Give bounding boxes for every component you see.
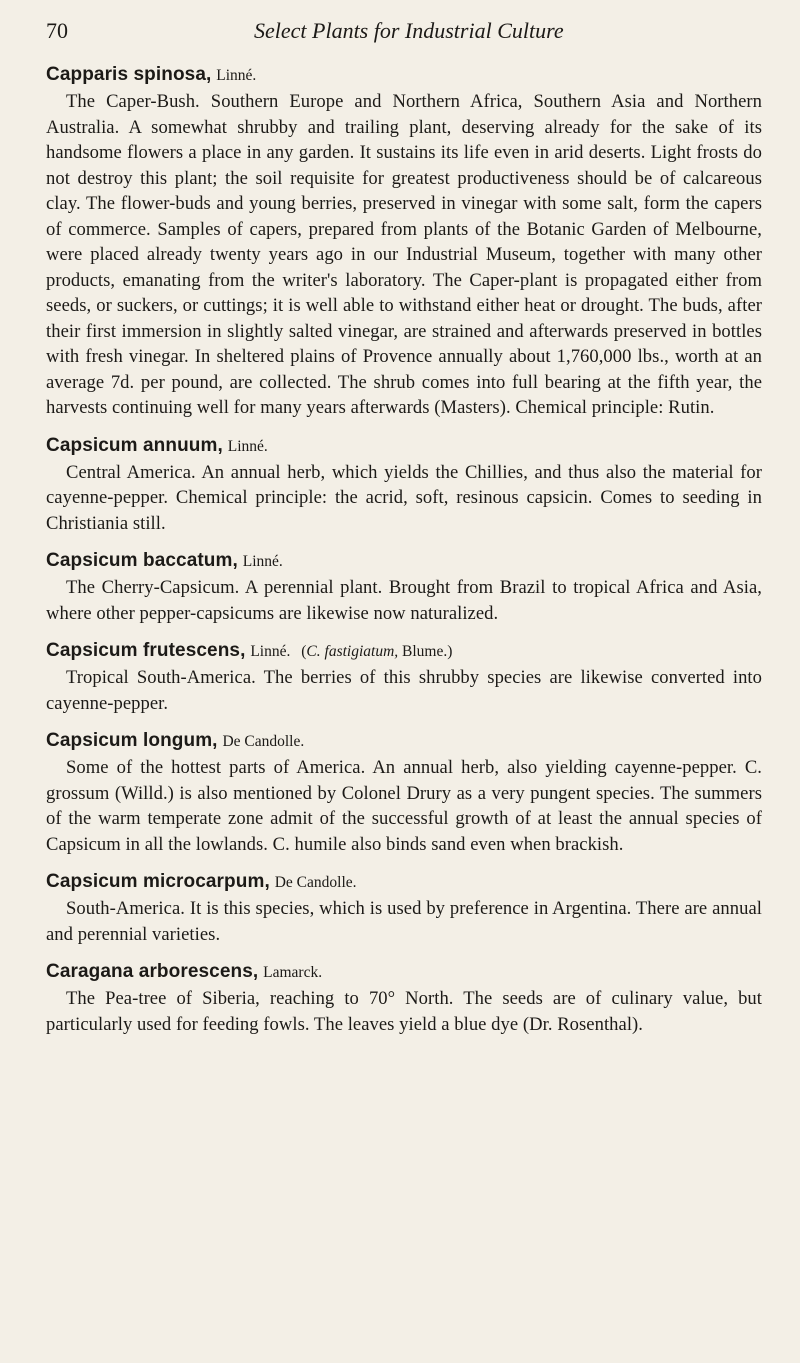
synonym-name: C. fastigiatum,	[306, 643, 399, 660]
entry-heading	[46, 548, 762, 575]
entry-description: Central America. An annual herb, which yields the Chillies, and thus also the material for cayenne-pepper. Chemical principle: the acrid, soft, resinous capsicin. Comes to seeding in Christiania still.	[46, 461, 762, 534]
entry-capsicum-longum	[46, 728, 762, 857]
entry-capsicum-baccatum	[46, 548, 762, 626]
species-name: Capparis spinosa,	[46, 64, 212, 85]
entry-heading	[46, 433, 762, 460]
entry-heading	[46, 959, 762, 986]
species-authority: Linné.	[216, 67, 257, 84]
entry-heading	[46, 869, 762, 896]
entry-capsicum-frutescens	[46, 638, 762, 716]
entry-capsicum-microcarpum	[46, 869, 762, 947]
running-title: Select Plants for Industrial Culture	[254, 18, 564, 43]
entry-heading	[46, 62, 762, 89]
species-name: Capsicum baccatum,	[46, 550, 238, 571]
entry-caragana-arborescens	[46, 959, 762, 1037]
entry-heading	[46, 728, 762, 755]
species-name: Caragana arborescens,	[46, 961, 259, 982]
entry-description: South-America. It is this species, which is used by preference in Argentina. There are annual and perennial varieties.	[46, 898, 762, 945]
synonym-open-paren: (	[301, 643, 307, 660]
entry-description: Some of the hottest parts of America. An annual herb, also yielding cayenne-pepper. C. grossum (Willd.) is also mentioned by Colonel Drury as a very pungent species. The summers of the warm temperate zone admit of the successful growth of at least the annual species of Capsicum in all the lowlands. C. humile also binds sand even when brackish.	[46, 757, 762, 855]
synonym	[301, 643, 452, 660]
species-name: Capsicum microcarpum,	[46, 871, 270, 892]
species-authority: Linné.	[242, 553, 283, 570]
entry-description: The Pea-tree of Siberia, reaching to 70° North. The seeds are of culinary value, but particularly used for feeding fowls. The leaves yield a blue dye (Dr. Rosenthal).	[46, 988, 762, 1035]
species-name: Capsicum longum,	[46, 730, 218, 751]
entry-capsicum-annuum	[46, 433, 762, 537]
page-number: 70	[46, 18, 68, 43]
species-authority: De Candolle.	[274, 874, 357, 891]
entry-heading	[46, 638, 762, 665]
entry-capparis-spinosa	[46, 62, 762, 421]
entry-description: The Caper-Bush. Southern Europe and Northern Africa, Southern Asia and Northern Australia. A somewhat shrubby and trailing plant, deserving already for the sake of its handsome flowers a place in any garden. It sustains its life even in arid deserts. Light frosts do not destroy this plant; the soil requisite for greatest productiveness should be of calcareous clay. The flower-buds and young berries, preserved in vinegar with some salt, form the capers of commerce. Samples of capers, prepared from plants of the Botanic Garden of Melbourne, were placed already twenty years ago in our Industrial Museum, together with many other products, emanating from the writer's laboratory. The Caper-plant is propagated either from seeds, or suckers, or cuttings; it is well able to withstand either heat or drought. The buds, after their first immersion in slightly salted vinegar, are strained and afterwards preserved in bottles with fresh vinegar. In sheltered plains of Provence annually about 1,760,000 lbs., worth at an average 7d. per pound, are collected. The shrub comes into full bearing at the fifth year, the harvests continuing well for many years afterwards (Masters). Chemical principle: Rutin.	[46, 91, 762, 418]
species-authority: De Candolle.	[222, 733, 305, 750]
entry-description: The Cherry-Capsicum. A perennial plant. Brought from Brazil to tropical Africa and Asia, where other pepper-capsicums are likewise now naturalized.	[46, 577, 762, 624]
species-name: Capsicum annuum,	[46, 434, 223, 456]
species-authority: Linné.	[250, 643, 291, 660]
species-authority: Linné.	[227, 437, 268, 455]
book-page	[46, 16, 762, 1037]
entry-description: Tropical South-America. The berries of this shrubby species are likewise converted into cayenne-pepper.	[46, 667, 762, 714]
species-authority: Lamarck.	[263, 964, 323, 981]
synonym-authority: Blume.)	[402, 643, 453, 660]
running-head	[46, 16, 762, 50]
species-name: Capsicum frutescens,	[46, 640, 246, 661]
